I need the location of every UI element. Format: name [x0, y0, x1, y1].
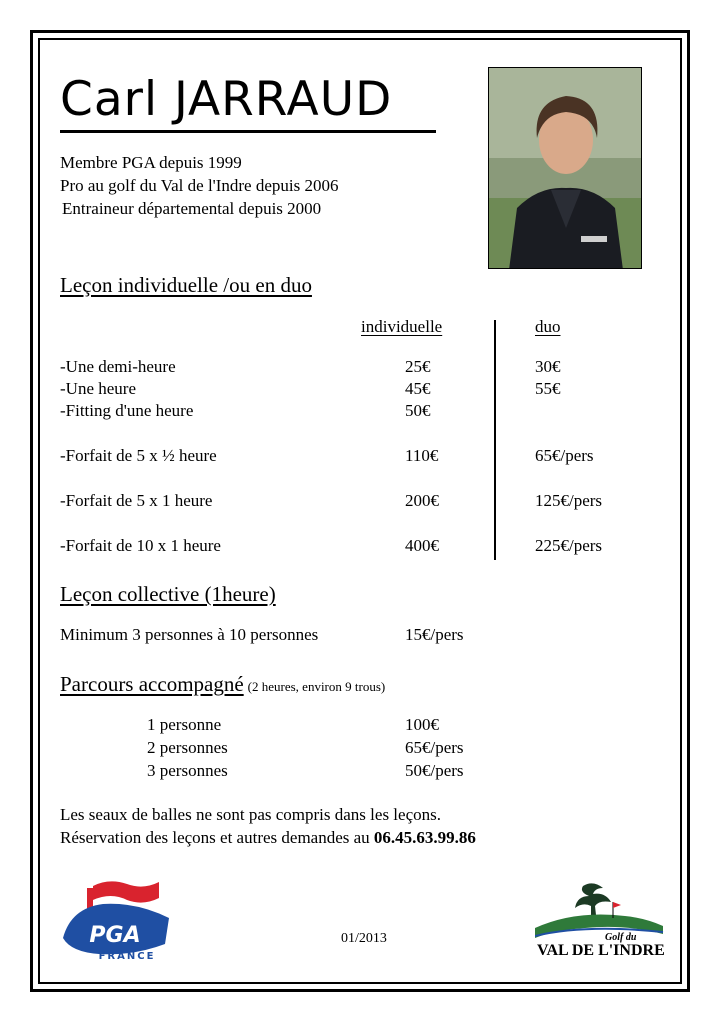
golf-val-de-lindre-logo — [535, 880, 665, 960]
pga-logo-subtext: FRANCE — [98, 951, 156, 962]
parcours-label: 1 personne — [147, 715, 222, 734]
portrait-photo — [488, 67, 642, 269]
intro-line-2: Pro au golf du Val de l'Indre depuis 2006 — [60, 176, 339, 195]
parcours-heading-line — [60, 672, 385, 697]
row-label: -Fitting d'une heure — [60, 401, 194, 420]
row-price-duo: 225€/pers — [535, 536, 603, 555]
footer-reservation: Réservation des leçons et autres demandes au — [60, 828, 370, 847]
row-price-duo: 125€/pers — [535, 491, 603, 510]
column-divider — [494, 320, 496, 560]
golf-logo-text-small: Golf du — [605, 932, 637, 943]
row-label: -Forfait de 10 x 1 heure — [60, 536, 221, 555]
row-price-duo: 55€ — [535, 379, 561, 398]
section-heading-individual: Leçon individuelle /ou en duo — [60, 273, 312, 297]
pga-logo-text: PGA — [89, 923, 141, 948]
column-header-duo: duo — [535, 317, 561, 336]
document-date: 01/2013 — [341, 931, 387, 946]
row-label: -Forfait de 5 x ½ heure — [60, 446, 217, 465]
row-label: -Forfait de 5 x 1 heure — [60, 491, 213, 510]
golf-logo-text-large: VAL DE L'INDRE — [537, 942, 665, 959]
section-heading-collective: Leçon collective (1heure) — [60, 582, 276, 606]
column-header-individual: individuelle — [361, 317, 443, 336]
parcours-price: 65€/pers — [405, 738, 464, 757]
parcours-label: 3 personnes — [147, 761, 228, 780]
parcours-note: (2 heures, environ 9 trous) — [247, 679, 386, 694]
parcours-price: 100€ — [405, 715, 439, 734]
row-price-duo: 65€/pers — [535, 446, 594, 465]
row-price-individual: 400€ — [405, 536, 439, 555]
row-label: -Une demi-heure — [60, 357, 176, 376]
row-price-individual: 110€ — [405, 446, 439, 465]
intro-line-3: Entraineur départemental depuis 2000 — [62, 199, 322, 218]
row-price-individual: 50€ — [405, 401, 431, 420]
collective-label: Minimum 3 personnes à 10 personnes — [60, 625, 319, 644]
row-price-individual: 200€ — [405, 491, 439, 510]
row-price-individual: 25€ — [405, 357, 431, 376]
footer-note: Les seaux de balles ne sont pas compris dans les leçons. — [60, 805, 441, 824]
parcours-price: 50€/pers — [405, 761, 464, 780]
footer-reservation-line — [60, 828, 476, 848]
footer-phone: 06.45.63.99.86 — [373, 828, 476, 847]
section-heading-parcours: Parcours accompagné — [60, 672, 244, 696]
intro-line-1: Membre PGA depuis 1999 — [60, 153, 242, 172]
title-underline — [60, 130, 436, 133]
row-label: -Une heure — [60, 379, 136, 398]
parcours-label: 2 personnes — [147, 738, 228, 757]
page-title: Carl JARRAUD — [60, 72, 393, 127]
pga-france-logo — [63, 878, 171, 962]
row-price-individual: 45€ — [405, 379, 431, 398]
collective-price: 15€/pers — [405, 625, 464, 644]
row-price-duo: 30€ — [535, 357, 561, 376]
